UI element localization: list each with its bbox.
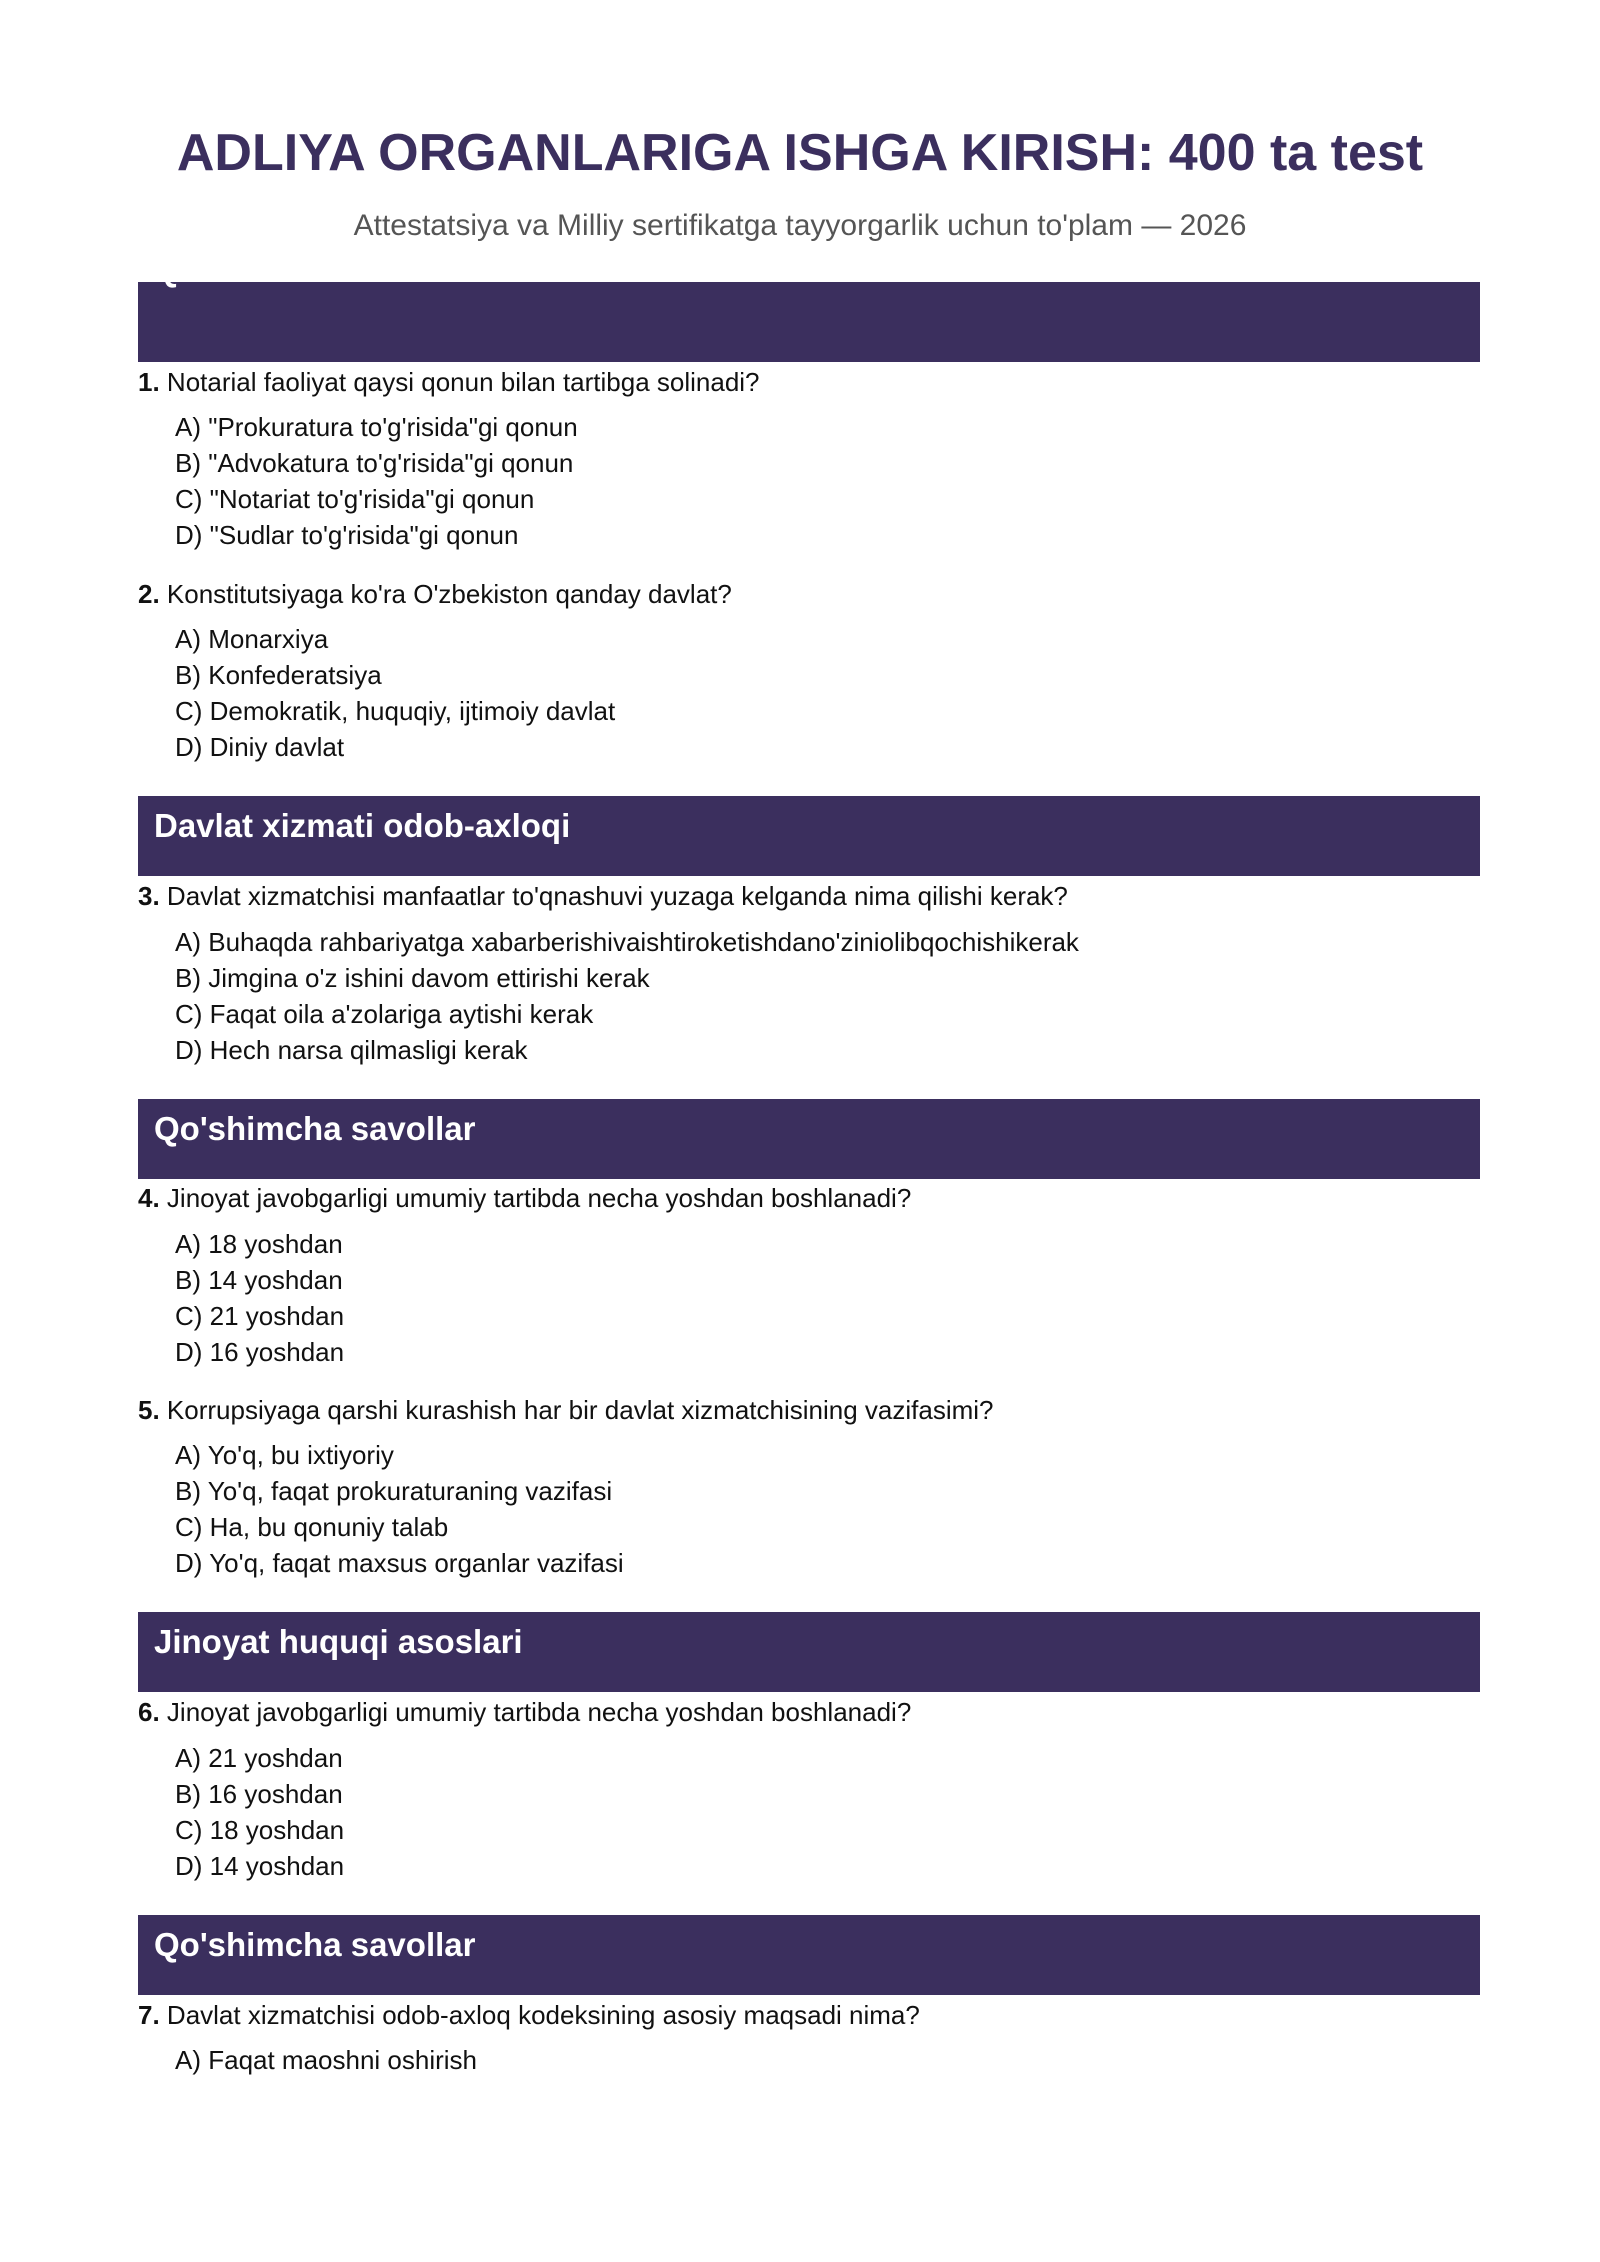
answer-option[interactable]: C) Demokratik, huquqiy, ijtimoiy davlat xyxy=(175,696,616,726)
answer-option[interactable]: C) "Notariat to'g'risida"gi qonun xyxy=(175,484,535,514)
question-text: Davlat xizmatchisi manfaatlar to'qnashuvi yuzaga kelganda nima qilishi kerak? xyxy=(166,881,1068,911)
section-title: Jinoyat huquqi asoslari xyxy=(154,1623,523,1660)
section-header xyxy=(138,1612,1480,1692)
answer-option[interactable]: B) Konfederatsiya xyxy=(175,660,382,690)
question-text: Jinoyat javobgarligi umumiy tartibda necha yoshdan boshlanadi? xyxy=(166,1697,912,1727)
question xyxy=(138,878,1480,914)
question xyxy=(138,576,1480,612)
section-header xyxy=(138,796,1480,876)
answer-option[interactable]: D) 14 yoshdan xyxy=(175,1851,345,1881)
answer-option[interactable]: C) Faqat oila a'zolariga aytishi kerak xyxy=(175,999,594,1029)
question-text: Notarial faoliyat qaysi qonun bilan tartibga solinadi? xyxy=(166,367,760,397)
answer-option[interactable]: D) Yo'q, faqat maxsus organlar vazifasi xyxy=(175,1548,624,1578)
document-title: ADLIYA ORGANLARIGA ISHGA KIRISH: 400 ta test xyxy=(176,124,1424,182)
question-number: 3. xyxy=(138,881,160,911)
question xyxy=(138,1997,1480,2033)
answer-option[interactable]: D) Hech narsa qilmasligi kerak xyxy=(175,1035,528,1065)
answer-option[interactable]: B) 14 yoshdan xyxy=(175,1265,343,1295)
question-text: Korrupsiyaga qarshi kurashish har bir davlat xizmatchisining vazifasimi? xyxy=(166,1395,994,1425)
answer-option[interactable]: D) "Sudlar to'g'risida"gi qonun xyxy=(175,520,519,550)
section-title: Qo'shimcha savollar xyxy=(154,1926,476,1963)
section-title: Davlat xizmati odob-axloqi xyxy=(154,807,571,844)
answer-option[interactable]: A) Buhaqda rahbariyatga xabarberishivaishtiroketishdano'ziniolibqochishikerak xyxy=(175,927,1079,957)
question xyxy=(138,1392,1480,1428)
question xyxy=(138,364,1480,400)
document-subtitle: Attestatsiya va Milliy sertifikatga tayyorgarlik uchun to'plam — 2026 xyxy=(353,209,1247,242)
answer-option[interactable]: B) Jimgina o'z ishini davom ettirishi kerak xyxy=(175,963,650,993)
section-header xyxy=(138,1915,1480,1995)
question-text: Jinoyat javobgarligi umumiy tartibda necha yoshdan boshlanadi? xyxy=(166,1183,912,1213)
section-header xyxy=(138,251,1480,362)
answer-option[interactable]: B) Yo'q, faqat prokuraturaning vazifasi xyxy=(175,1476,613,1506)
answer-option[interactable]: B) "Advokatura to'g'risida"gi qonun xyxy=(175,448,574,478)
question-text: Konstitutsiyaga ko'ra O'zbekiston qanday davlat? xyxy=(166,579,732,609)
answer-option[interactable]: A) Faqat maoshni oshirish xyxy=(175,2045,478,2075)
section-title: Qo'shimcha savollar xyxy=(154,1110,476,1147)
question xyxy=(138,1180,1480,1216)
question-number: 1. xyxy=(138,367,160,397)
answer-option[interactable]: A) Monarxiya xyxy=(175,624,329,654)
answer-option[interactable]: A) 21 yoshdan xyxy=(175,1743,343,1773)
question-number: 4. xyxy=(138,1183,160,1213)
answer-option[interactable]: C) Ha, bu qonuniy talab xyxy=(175,1512,449,1542)
question xyxy=(138,1694,1480,1730)
answer-option[interactable]: C) 18 yoshdan xyxy=(175,1815,345,1845)
section-title: Qo'shimcha savollar xyxy=(154,251,476,288)
answer-option[interactable]: A) Yo'q, bu ixtiyoriy xyxy=(175,1440,394,1470)
answer-option[interactable]: D) 16 yoshdan xyxy=(175,1337,345,1367)
question-number: 7. xyxy=(138,2000,160,2030)
section-header xyxy=(138,1099,1480,1179)
answer-option[interactable]: A) 18 yoshdan xyxy=(175,1229,343,1259)
question-number: 5. xyxy=(138,1395,160,1425)
question-number: 6. xyxy=(138,1697,160,1727)
answer-option[interactable]: B) 16 yoshdan xyxy=(175,1779,343,1809)
answer-option[interactable]: A) "Prokuratura to'g'risida"gi qonun xyxy=(175,412,578,442)
question-text: Davlat xizmatchisi odob-axloq kodeksining asosiy maqsadi nima? xyxy=(166,2000,920,2030)
question-number: 2. xyxy=(138,579,160,609)
answer-option[interactable]: D) Diniy davlat xyxy=(175,732,345,762)
answer-option[interactable]: C) 21 yoshdan xyxy=(175,1301,345,1331)
